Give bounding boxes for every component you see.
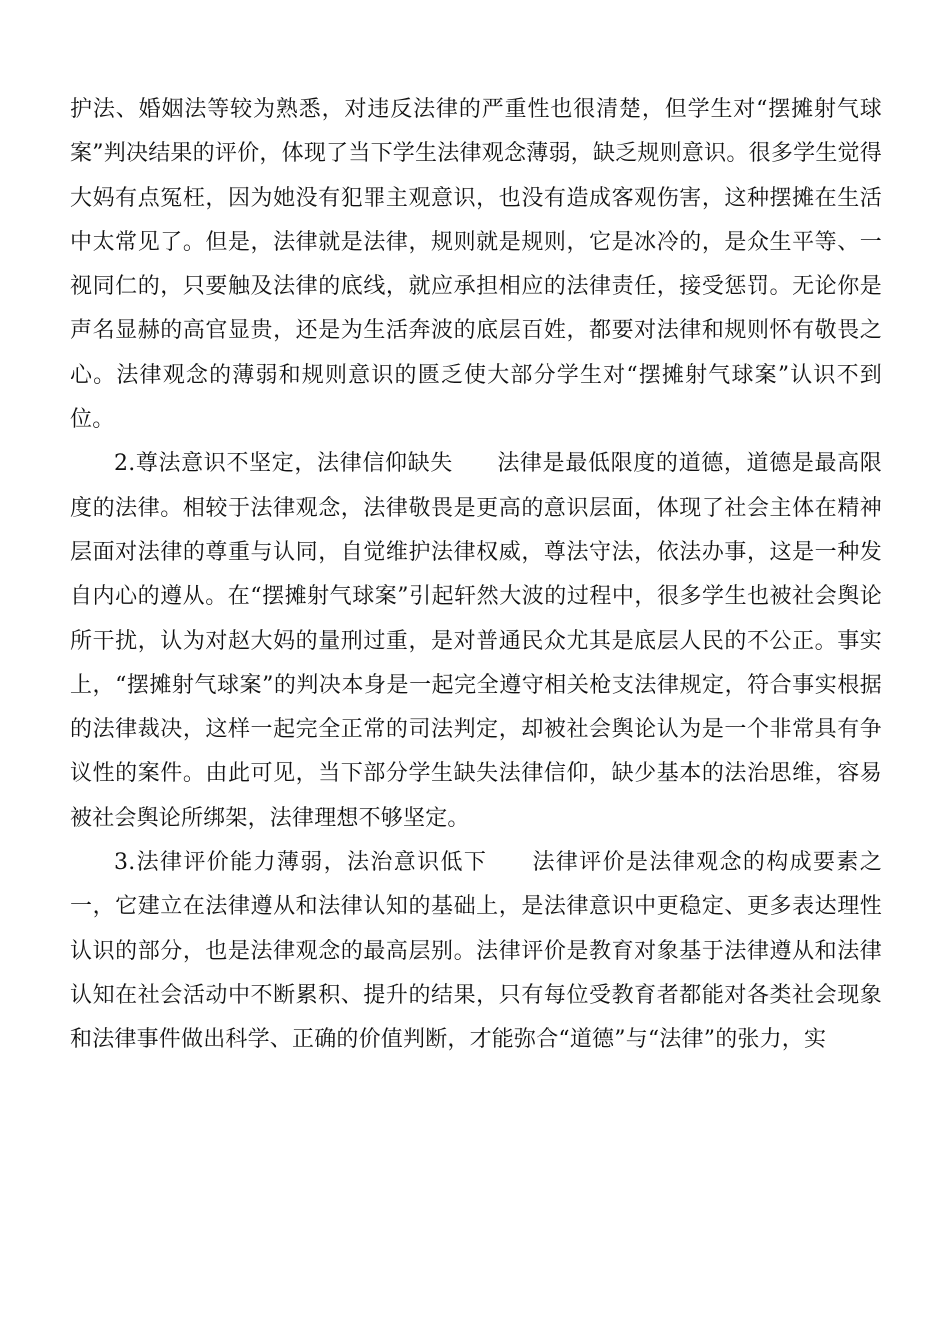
section-heading-2: 2.尊法意识不坚定，法律信仰缺失 (114, 451, 453, 477)
body-text (70, 88, 882, 1063)
paragraph-3 (70, 841, 882, 1062)
section-heading-3: 3.法律评价能力薄弱，法治意识低下 (114, 850, 488, 876)
paragraph-2 (70, 442, 882, 841)
paragraph-1-text: 护法、婚姻法等较为熟悉，对违反法律的严重性也很清楚，但学生对“摆摊射气球案”判决结果的评价，体现了当下学生法律观念薄弱，缺乏规则意识。很多学生觉得大妈有点冤枉，因为她没有犯罪主观意识，也没有造成客观伤害，这种摆摊在生活中太常见了。但是，法律就是法律，规则就是规则，它是冰冷的，是众生平等、一视同仁的，只要触及法律的底线，就应承担相应的法律责任，接受惩罚。无论你是声名显赫的高官显贵，还是为生活奔波的底层百姓，都要对法律和规则怀有敬畏之心。法律观念的薄弱和规则意识的匮乏使大部分学生对“摆摊射气球案”认识不到位。 (70, 97, 882, 433)
paragraph-2-text: 法律是最低限度的道德，道德是最高限度的法律。相较于法律观念，法律敬畏是更高的意识层面，体现了社会主体在精神层面对法律的尊重与认同，自觉维护法律权威，尊法守法，依法办事，这是一种发自内心的遵从。在“摆摊射气球案”引起轩然大波的过程中，很多学生也被社会舆论所干扰，认为对赵大妈的量刑过重，是对普通民众尤其是底层人民的不公正。事实上，“摆摊射气球案”的判决本身是一起完全遵守相关枪支法律规定，符合事实根据的法律裁决，这样一起完全正常的司法判定，却被社会舆论认为是一个非常具有争议性的案件。由此可见，当下部分学生缺失法律信仰，缺少基本的法治思维，容易被社会舆论所绑架，法律理想不够坚定。 (70, 451, 882, 831)
paragraph-3-text: 法律评价是法律观念的构成要素之一，它建立在法律遵从和法律认知的基础上，是法律意识中更稳定、更多表达理性认识的部分，也是法律观念的最高层别。法律评价是教育对象基于法律遵从和法律认知在社会活动中不断累积、提升的结果，只有每位受教育者都能对各类社会现象和法律事件做出科学、正确的价值判断，才能弥合“道德”与“法律”的张力，实 (70, 850, 882, 1053)
paragraph-1 (70, 88, 882, 442)
